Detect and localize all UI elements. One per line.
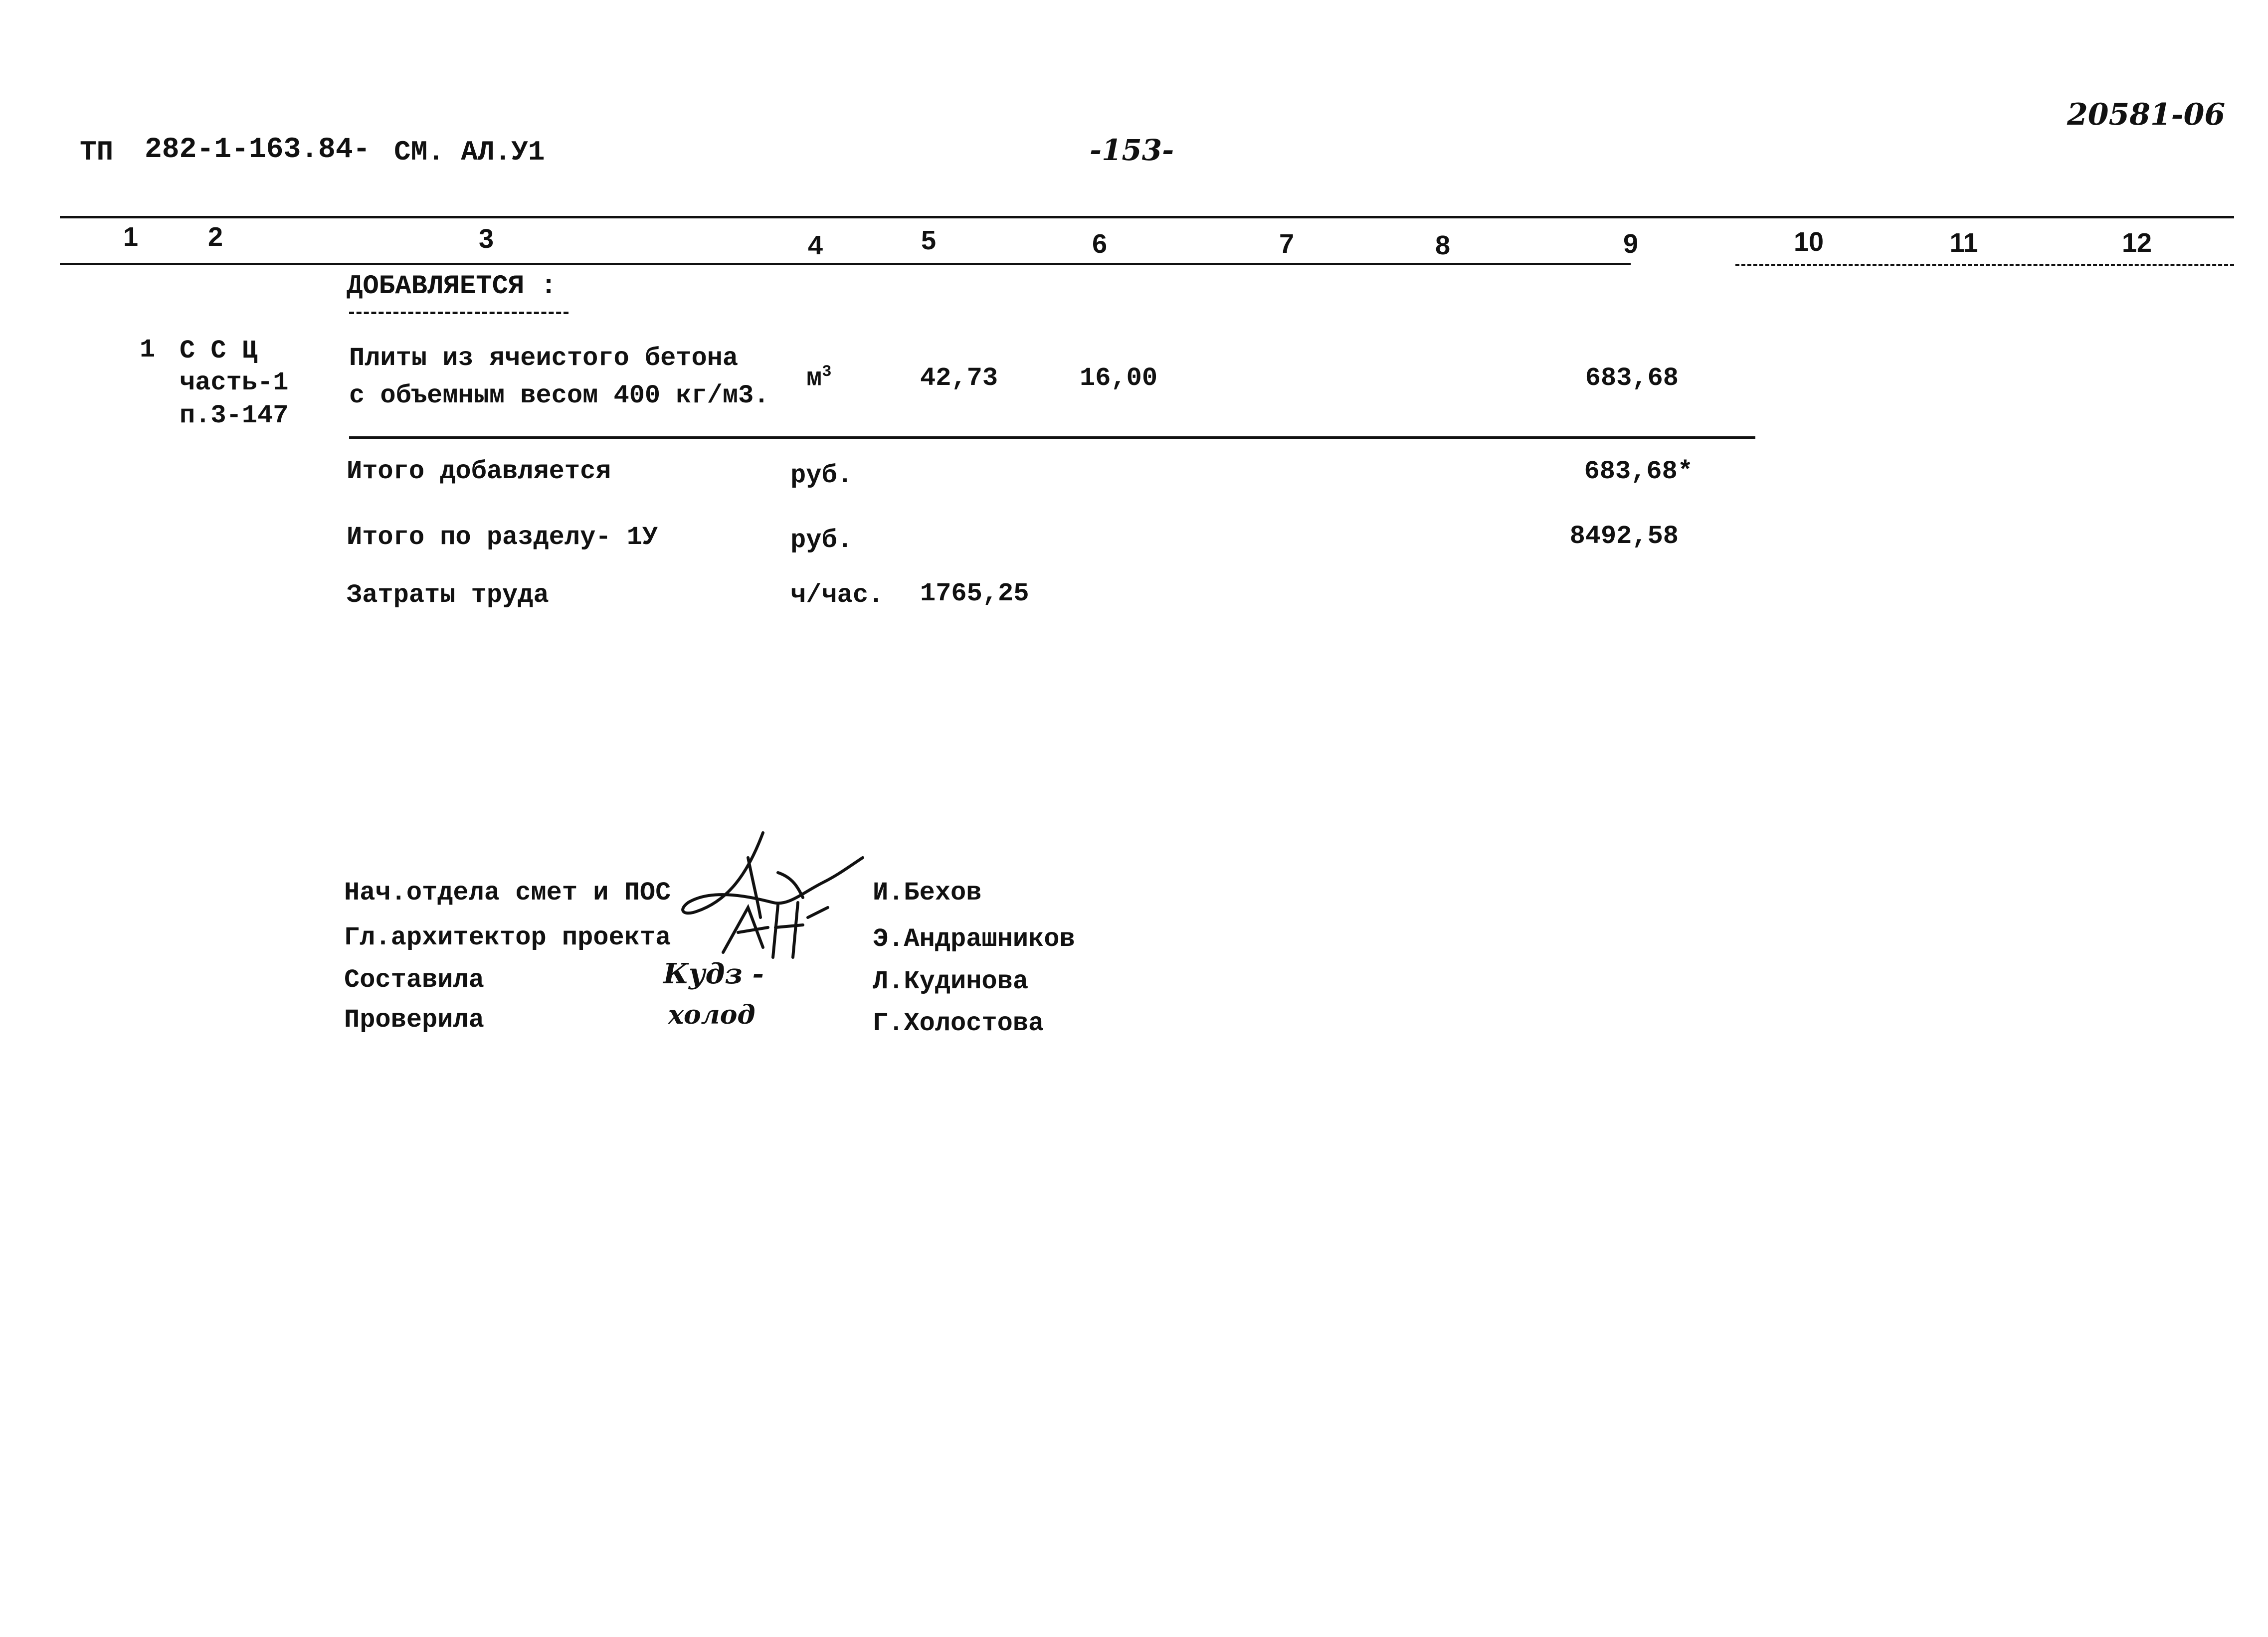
doc-code: 282-1-163.84- <box>145 134 371 166</box>
row-description-line-1: Плиты из ячеистого бетона <box>349 344 739 373</box>
total-section-label: Итого по разделу- 1У <box>347 523 658 552</box>
column-header-2: 2 <box>207 222 223 252</box>
column-header-11: 11 <box>1949 228 1978 258</box>
labor-cost-amount: 1765,25 <box>920 579 1029 608</box>
column-header-10: 10 <box>1793 227 1824 257</box>
total-added-unit: руб. <box>790 461 853 490</box>
row-source-line-1: С С Ц <box>180 336 258 365</box>
table-header-rule-dashed <box>1735 264 2234 266</box>
column-header-1: 1 <box>123 222 139 252</box>
total-added-amount: 683,68* <box>1584 457 1693 486</box>
column-header-12: 12 <box>2121 228 2152 258</box>
row-source-line-2: часть-1 <box>180 368 289 397</box>
column-header-3: 3 <box>478 224 494 254</box>
labor-cost-label: Затраты труда <box>347 580 549 610</box>
table-top-rule <box>60 216 2234 218</box>
archive-number: 20581-06 <box>2067 97 2226 132</box>
signature-role-2: Гл.архитектор проекта <box>344 923 671 952</box>
signature-name-2: Э.Андрашников <box>873 924 1075 954</box>
row-quantity: 42,73 <box>920 364 998 393</box>
column-header-8: 8 <box>1435 230 1451 260</box>
signature-handwriting-kudinova: Кудз - <box>663 957 764 990</box>
row-unit-power: 3 <box>822 363 832 381</box>
row-number: 1 <box>140 335 156 364</box>
signature-name-1: И.Бехов <box>873 878 982 908</box>
page-number: -153- <box>1090 133 1174 167</box>
signature-scribble-andrashnikov <box>708 898 838 962</box>
signature-handwriting-kholostova: холод <box>668 1000 756 1030</box>
total-section-unit: руб. <box>790 526 853 555</box>
row-description-line-2: с объемным весом 400 кг/м3. <box>349 381 769 410</box>
column-header-9: 9 <box>1623 229 1639 259</box>
column-header-5: 5 <box>921 225 937 255</box>
row-source-line-3: п.3-147 <box>180 401 289 430</box>
signature-name-4: Г.Холостова <box>873 1009 1044 1038</box>
signature-role-3: Составила <box>344 965 484 995</box>
signature-role-1: Нач.отдела смет и ПОС <box>344 878 671 908</box>
row-unit <box>806 364 831 391</box>
item-divider-rule <box>349 436 1755 439</box>
total-section-amount: 8492,58 <box>1569 522 1679 551</box>
doc-prefix: ТП <box>80 136 114 168</box>
section-title-underline <box>349 312 568 314</box>
total-added-label: Итого добавляется <box>347 457 611 486</box>
section-title: ДОБАВЛЯЕТСЯ : <box>347 271 557 302</box>
column-header-6: 6 <box>1092 229 1108 259</box>
signature-name-3: Л.Кудинова <box>873 967 1029 996</box>
signature-role-4: Проверила <box>344 1005 484 1035</box>
row-unit-price: 16,00 <box>1080 364 1158 393</box>
table-header-rule <box>60 263 1631 265</box>
row-unit-symbol: м <box>806 364 822 393</box>
column-header-4: 4 <box>807 230 823 260</box>
row-total: 683,68 <box>1585 364 1679 393</box>
column-header-7: 7 <box>1279 229 1295 259</box>
doc-section: СМ. АЛ.У1 <box>394 136 545 168</box>
labor-cost-unit: ч/час. <box>790 580 884 610</box>
